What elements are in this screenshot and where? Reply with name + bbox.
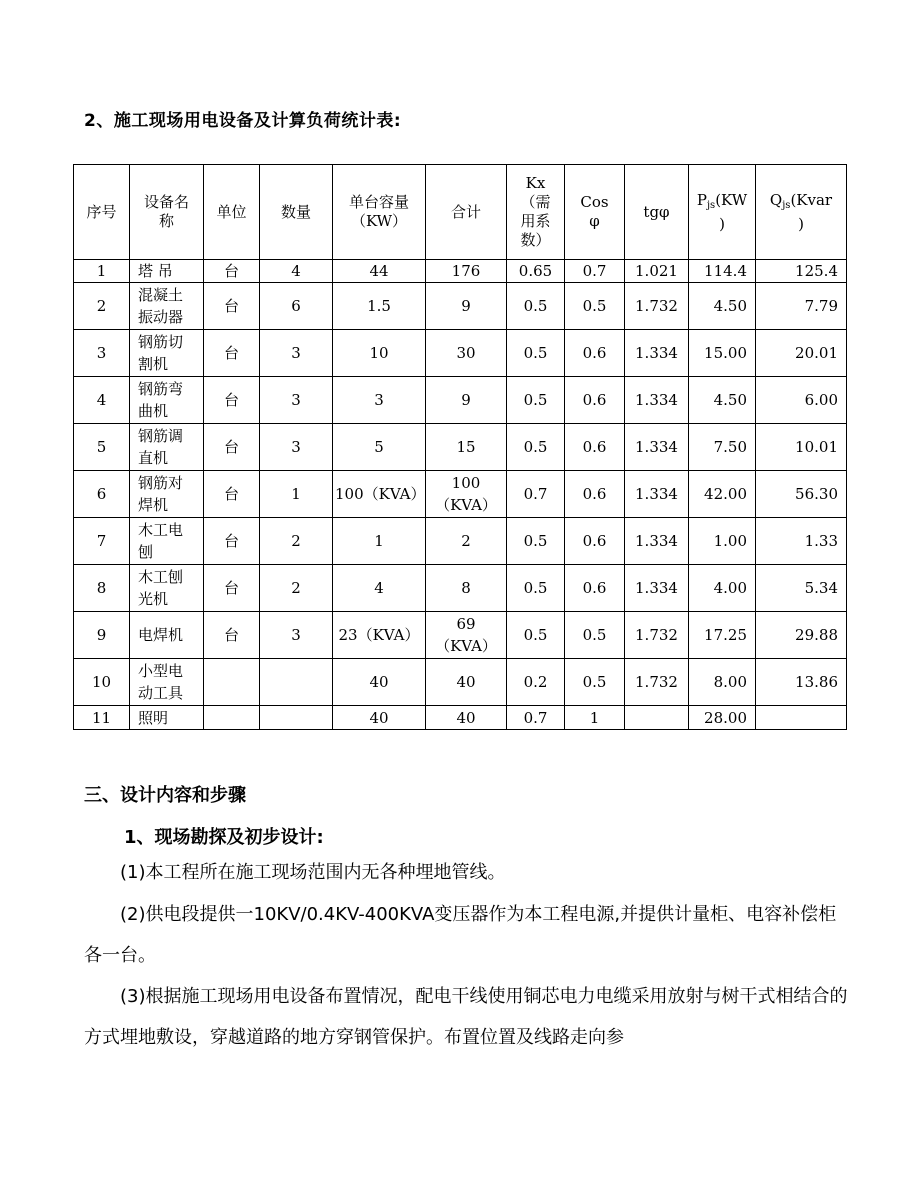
cell-kx: 0.2 xyxy=(507,659,565,706)
cell-capacity: 10 xyxy=(333,330,426,377)
cell-name: 小型电 动工具 xyxy=(130,659,204,706)
heading-survey: 1、现场勘探及初步设计: xyxy=(124,827,324,848)
header-cos: Cos φ xyxy=(565,165,625,260)
cell-total: 40 xyxy=(426,659,507,706)
cell-kx: 0.5 xyxy=(507,424,565,471)
cell-qjs: 7.79 xyxy=(756,283,847,330)
cell-total: 15 xyxy=(426,424,507,471)
header-unit: 单位 xyxy=(204,165,260,260)
header-name: 设备名 称 xyxy=(130,165,204,260)
cell-total: 100 （KVA） xyxy=(426,471,507,518)
header-tg: tgφ xyxy=(625,165,689,260)
cell-name: 混凝土 振动器 xyxy=(130,283,204,330)
table-row xyxy=(74,706,847,730)
cell-pjs: 42.00 xyxy=(689,471,756,518)
cell-capacity: 100（KVA） xyxy=(333,471,426,518)
cell-total: 40 xyxy=(426,706,507,730)
cell-unit: 台 xyxy=(204,330,260,377)
cell-qty: 3 xyxy=(260,377,333,424)
cell-total: 2 xyxy=(426,518,507,565)
cell-tg: 1.334 xyxy=(625,471,689,518)
cell-kx: 0.5 xyxy=(507,518,565,565)
cell-name: 钢筋弯 曲机 xyxy=(130,377,204,424)
cell-total: 8 xyxy=(426,565,507,612)
cell-qjs: 20.01 xyxy=(756,330,847,377)
table-row xyxy=(74,612,847,659)
table-row xyxy=(74,518,847,565)
cell-tg: 1.334 xyxy=(625,565,689,612)
cell-pjs: 1.00 xyxy=(689,518,756,565)
cell-capacity: 3 xyxy=(333,377,426,424)
cell-total: 9 xyxy=(426,377,507,424)
cell-kx: 0.5 xyxy=(507,377,565,424)
cell-pjs: 4.50 xyxy=(689,377,756,424)
table-row xyxy=(74,565,847,612)
cell-tg: 1.334 xyxy=(625,330,689,377)
cell-seq: 5 xyxy=(74,424,130,471)
cell-qty: 2 xyxy=(260,565,333,612)
table-row xyxy=(74,424,847,471)
cell-cos: 0.6 xyxy=(565,565,625,612)
cell-qjs: 13.86 xyxy=(756,659,847,706)
cell-name: 照明 xyxy=(130,706,204,730)
cell-qty: 3 xyxy=(260,424,333,471)
cell-qty: 6 xyxy=(260,283,333,330)
cell-pjs: 4.50 xyxy=(689,283,756,330)
cell-cos: 1 xyxy=(565,706,625,730)
cell-pjs: 7.50 xyxy=(689,424,756,471)
header-kx: Kx （需 用系 数） xyxy=(507,165,565,260)
cell-cos: 0.6 xyxy=(565,424,625,471)
header-total: 合计 xyxy=(426,165,507,260)
cell-seq: 8 xyxy=(74,565,130,612)
cell-capacity: 40 xyxy=(333,659,426,706)
cell-tg xyxy=(625,706,689,730)
cell-total: 9 xyxy=(426,283,507,330)
header-pjs: $P_{js}(KW$ ) xyxy=(689,165,756,260)
load-statistics-table xyxy=(73,164,847,730)
cell-cos: 0.6 xyxy=(565,330,625,377)
cell-pjs: 17.25 xyxy=(689,612,756,659)
cell-qjs: 5.34 xyxy=(756,565,847,612)
cell-unit xyxy=(204,706,260,730)
cell-qjs: 125.4 xyxy=(756,260,847,283)
cell-tg: 1.334 xyxy=(625,377,689,424)
cell-unit xyxy=(204,659,260,706)
paragraph-2: (2)供电段提供一10KV/0.4KV-400KVA变压器作为本工程电源,并提供计量柜、电容补偿柜各一台。 xyxy=(84,904,837,966)
cell-seq: 7 xyxy=(74,518,130,565)
table-row xyxy=(74,377,847,424)
cell-unit: 台 xyxy=(204,518,260,565)
cell-qty: 3 xyxy=(260,330,333,377)
cell-pjs: 4.00 xyxy=(689,565,756,612)
cell-qjs: 29.88 xyxy=(756,612,847,659)
cell-qty xyxy=(260,659,333,706)
cell-pjs: 28.00 xyxy=(689,706,756,730)
cell-qjs: 56.30 xyxy=(756,471,847,518)
cell-kx: 0.5 xyxy=(507,612,565,659)
table-row xyxy=(74,330,847,377)
cell-seq: 4 xyxy=(74,377,130,424)
cell-kx: 0.65 xyxy=(507,260,565,283)
cell-seq: 10 xyxy=(74,659,130,706)
cell-capacity: 44 xyxy=(333,260,426,283)
cell-qjs: 1.33 xyxy=(756,518,847,565)
cell-name: 钢筋调 直机 xyxy=(130,424,204,471)
header-qty: 数量 xyxy=(260,165,333,260)
header-capacity: 单台容量 （KW） xyxy=(333,165,426,260)
cell-pjs: 15.00 xyxy=(689,330,756,377)
cell-kx: 0.7 xyxy=(507,471,565,518)
cell-seq: 3 xyxy=(74,330,130,377)
cell-capacity: 1.5 xyxy=(333,283,426,330)
cell-name: 塔 吊 xyxy=(130,260,204,283)
cell-kx: 0.5 xyxy=(507,565,565,612)
cell-qty xyxy=(260,706,333,730)
cell-pjs: 8.00 xyxy=(689,659,756,706)
cell-seq: 9 xyxy=(74,612,130,659)
cell-cos: 0.6 xyxy=(565,471,625,518)
cell-capacity: 5 xyxy=(333,424,426,471)
cell-total: 30 xyxy=(426,330,507,377)
header-seq: 序号 xyxy=(74,165,130,260)
cell-pjs: 114.4 xyxy=(689,260,756,283)
cell-unit: 台 xyxy=(204,283,260,330)
paragraph-3: (3)根据施工现场用电设备布置情况，配电干线使用铜芯电力电缆采用放射与树干式相结合的方式埋地敷设，穿越道路的地方穿钢管保护。布置位置及线路走向参 xyxy=(84,986,848,1048)
cell-tg: 1.021 xyxy=(625,260,689,283)
cell-kx: 0.5 xyxy=(507,330,565,377)
cell-capacity: 1 xyxy=(333,518,426,565)
cell-name: 钢筋对 焊机 xyxy=(130,471,204,518)
cell-kx: 0.5 xyxy=(507,283,565,330)
cell-tg: 1.732 xyxy=(625,659,689,706)
cell-name: 钢筋切 割机 xyxy=(130,330,204,377)
cell-capacity: 40 xyxy=(333,706,426,730)
cell-cos: 0.5 xyxy=(565,612,625,659)
cell-unit: 台 xyxy=(204,471,260,518)
cell-qty: 3 xyxy=(260,612,333,659)
heading-design-steps: 三、设计内容和步骤 xyxy=(84,785,246,806)
cell-seq: 2 xyxy=(74,283,130,330)
cell-seq: 11 xyxy=(74,706,130,730)
cell-tg: 1.732 xyxy=(625,612,689,659)
cell-total: 176 xyxy=(426,260,507,283)
cell-qty: 2 xyxy=(260,518,333,565)
cell-qjs: 6.00 xyxy=(756,377,847,424)
cell-qty: 4 xyxy=(260,260,333,283)
cell-capacity: 23（KVA） xyxy=(333,612,426,659)
cell-unit: 台 xyxy=(204,612,260,659)
cell-cos: 0.7 xyxy=(565,260,625,283)
paragraph-1: (1)本工程所在施工现场范围内无各种埋地管线。 xyxy=(120,862,506,883)
cell-tg: 1.334 xyxy=(625,424,689,471)
cell-cos: 0.6 xyxy=(565,518,625,565)
cell-total: 69 （KVA） xyxy=(426,612,507,659)
cell-unit: 台 xyxy=(204,424,260,471)
cell-tg: 1.334 xyxy=(625,518,689,565)
cell-name: 电焊机 xyxy=(130,612,204,659)
cell-unit: 台 xyxy=(204,377,260,424)
cell-unit: 台 xyxy=(204,565,260,612)
cell-capacity: 4 xyxy=(333,565,426,612)
cell-name: 木工刨 光机 xyxy=(130,565,204,612)
table-row xyxy=(74,283,847,330)
cell-qjs: 10.01 xyxy=(756,424,847,471)
table-row xyxy=(74,471,847,518)
cell-seq: 6 xyxy=(74,471,130,518)
cell-unit: 台 xyxy=(204,260,260,283)
header-qjs: $Q_{js}(Kvar$ ) xyxy=(756,165,847,260)
cell-cos: 0.6 xyxy=(565,377,625,424)
cell-name: 木工电 刨 xyxy=(130,518,204,565)
cell-qty: 1 xyxy=(260,471,333,518)
cell-qjs xyxy=(756,706,847,730)
cell-kx: 0.7 xyxy=(507,706,565,730)
cell-tg: 1.732 xyxy=(625,283,689,330)
cell-cos: 0.5 xyxy=(565,283,625,330)
section-title: 2、施工现场用电设备及计算负荷统计表: xyxy=(84,111,402,131)
table-row xyxy=(74,659,847,706)
cell-seq: 1 xyxy=(74,260,130,283)
table-row xyxy=(74,260,847,283)
table-header-row xyxy=(74,165,847,260)
cell-cos: 0.5 xyxy=(565,659,625,706)
